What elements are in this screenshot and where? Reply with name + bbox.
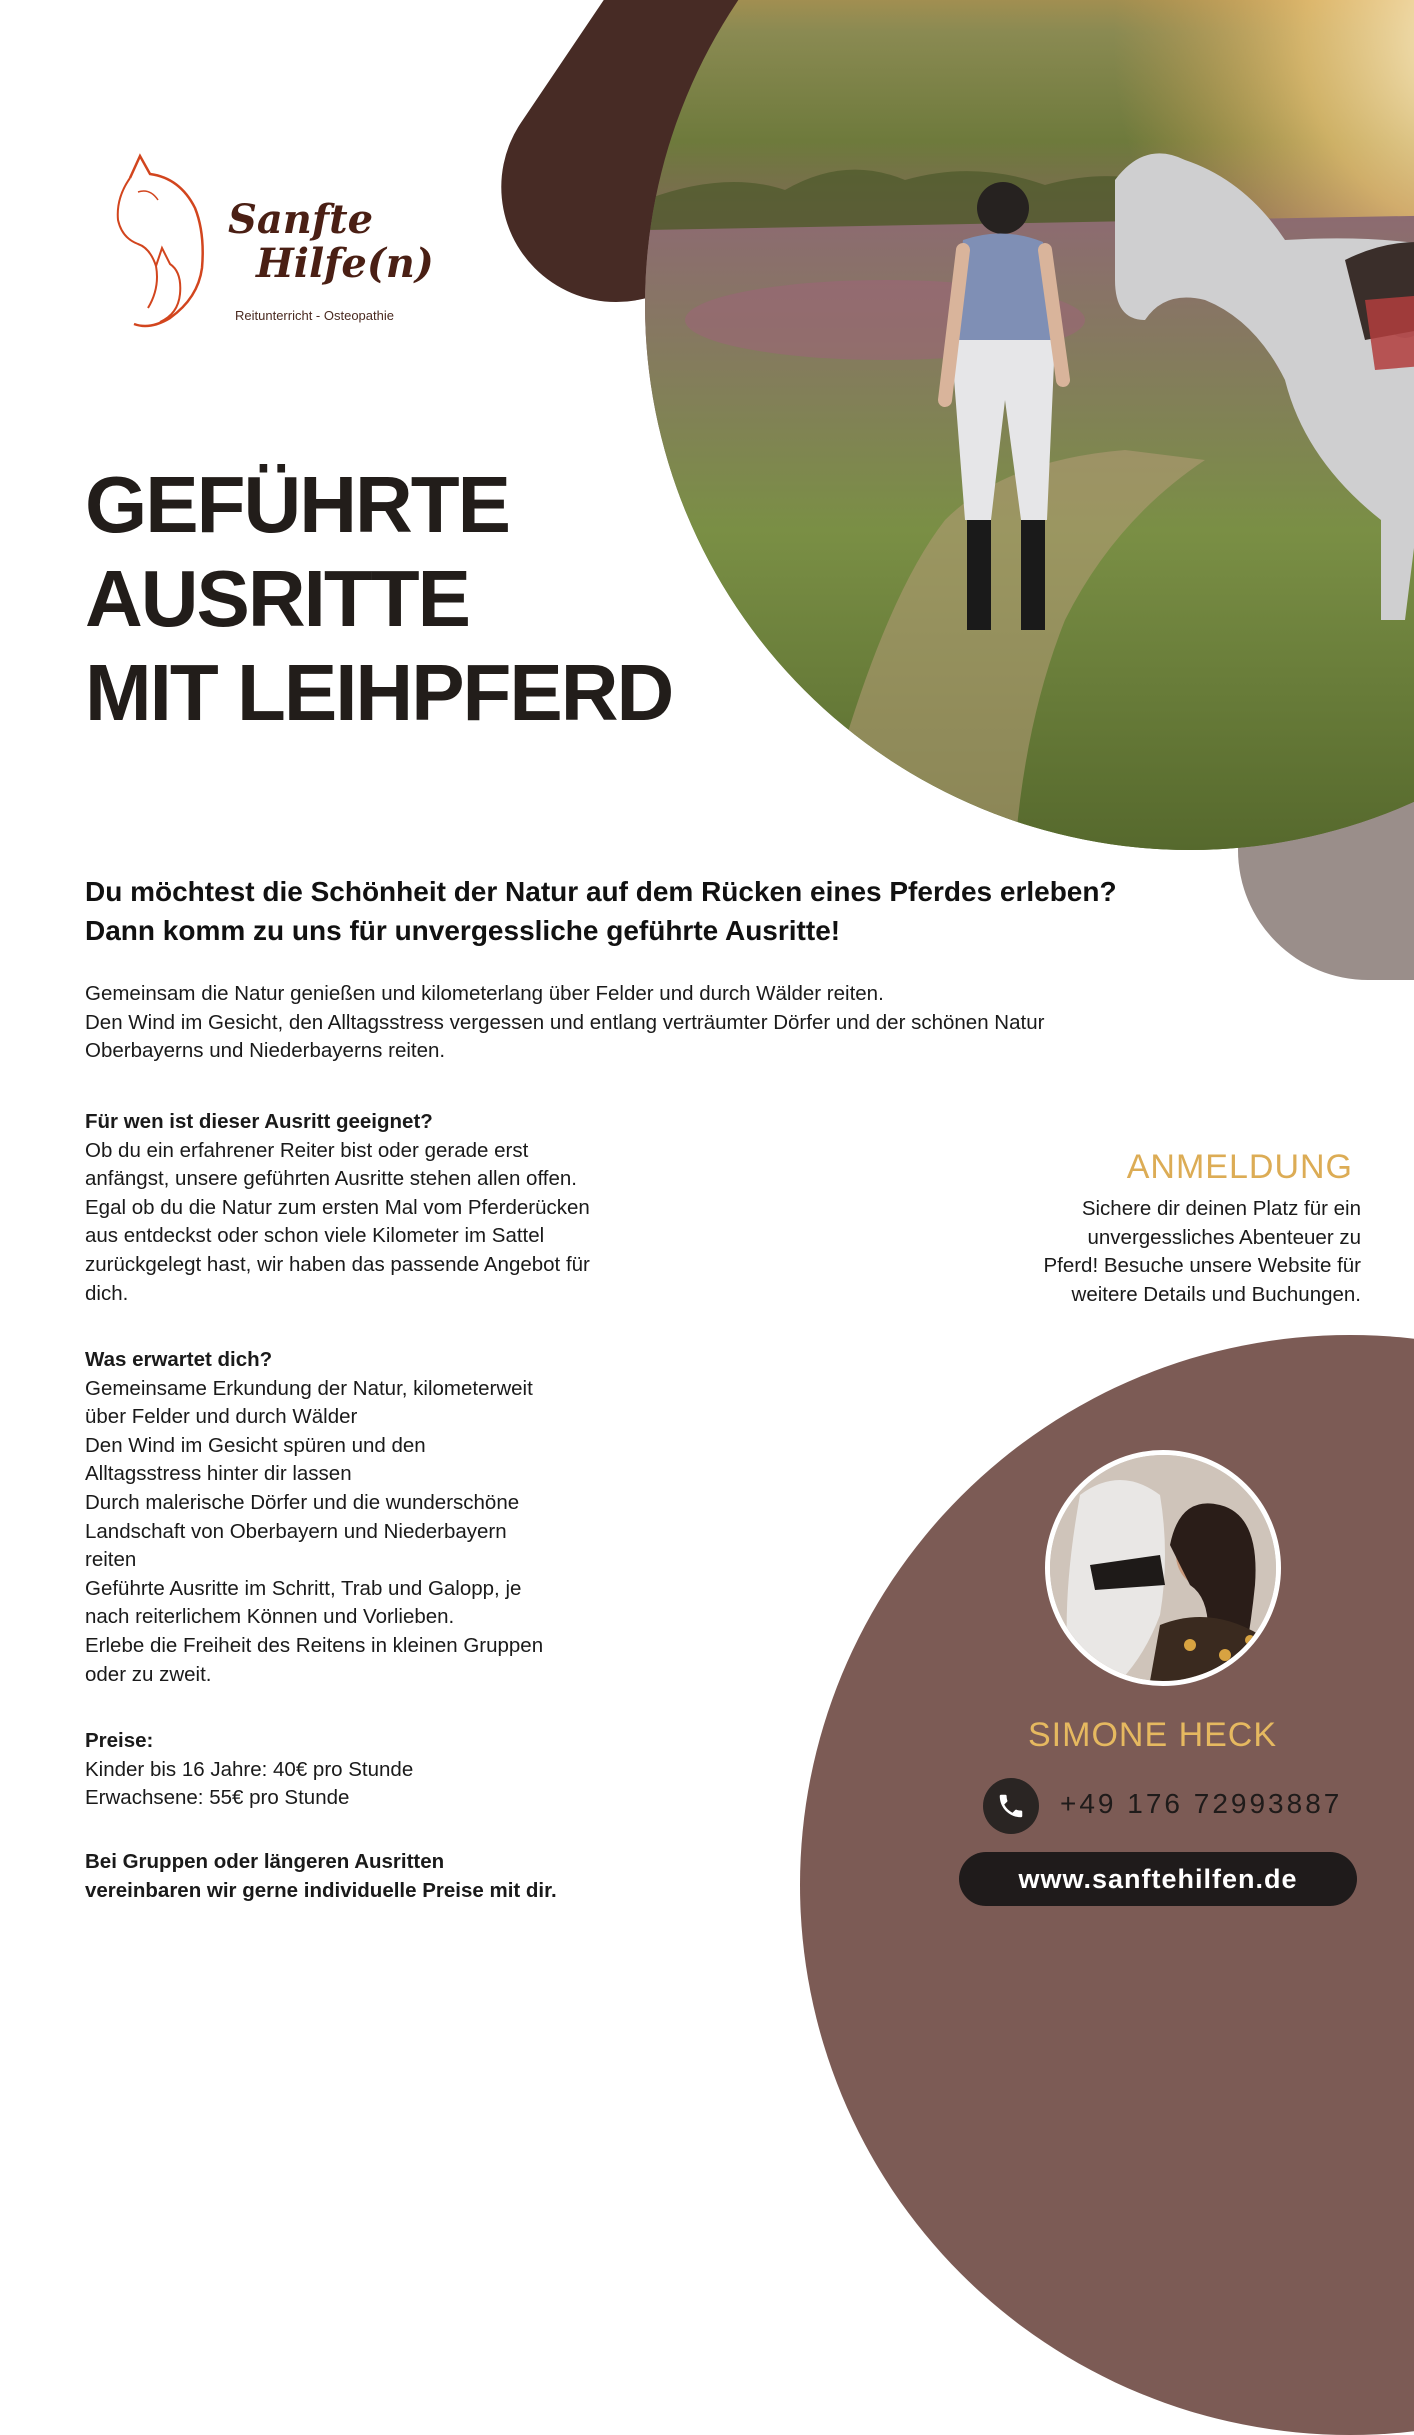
intro-text xyxy=(85,872,1285,950)
expectations-section xyxy=(85,1346,543,1689)
price-adults: Erwachsene: 55€ pro Stunde xyxy=(85,1786,350,1810)
audience-line: dich. xyxy=(85,1281,129,1305)
brand-name-line2: Hilfe(n) xyxy=(256,240,434,287)
audience-line: zurückgelegt hast, wir haben das passende Angebot für xyxy=(85,1252,590,1276)
audience-line: aus entdeckst oder schon viele Kilometer im Sattel xyxy=(85,1224,545,1248)
title-line2: AUSRITTE xyxy=(85,554,469,643)
page-title xyxy=(85,458,672,740)
expectations-line: Durch malerische Dörfer und die wunderschöne xyxy=(85,1490,520,1514)
audience-section xyxy=(85,1108,590,1308)
prices-title: Preise: xyxy=(85,1729,154,1752)
brand-name-line1: Sanfte xyxy=(228,196,374,243)
brand-logo xyxy=(110,148,434,338)
intro-line2: Dann komm zu uns für unvergessliche geführte Ausritte! xyxy=(85,915,841,946)
audience-line: Egal ob du die Natur zum ersten Mal vom Pferderücken xyxy=(85,1195,590,1219)
expectations-title: Was erwartet dich? xyxy=(85,1348,273,1371)
groups-note xyxy=(85,1848,557,1905)
website-link-button[interactable]: www.sanftehilfen.de xyxy=(959,1852,1357,1906)
registration-line: unvergessliches Abenteuer zu xyxy=(1087,1225,1361,1249)
expectations-line: nach reiterlichem Können und Vorlieben. xyxy=(85,1605,455,1629)
description-paragraph xyxy=(85,980,1044,1066)
groups-note-line1: Bei Gruppen oder längeren Ausritten xyxy=(85,1850,445,1873)
horse-cat-logo-icon xyxy=(110,148,240,338)
audience-line: anfängst, unsere geführten Ausritte stehen allen offen. xyxy=(85,1167,577,1191)
intro-line1: Du möchtest die Schönheit der Natur auf dem Rücken eines Pferdes erleben? xyxy=(85,876,1117,907)
registration-line: Sichere dir deinen Platz für ein xyxy=(1081,1197,1361,1220)
phone-icon[interactable] xyxy=(983,1778,1039,1834)
expectations-line: Alltagsstress hinter dir lassen xyxy=(85,1462,352,1486)
expectations-line: über Felder und durch Wälder xyxy=(85,1405,358,1429)
description-line: Gemeinsam die Natur genießen und kilometerlang über Felder und durch Wälder reiten. xyxy=(85,982,884,1005)
registration-line: weitere Details und Buchungen. xyxy=(1071,1282,1361,1306)
groups-note-line2: vereinbaren wir gerne individuelle Preise mit dir. xyxy=(85,1878,557,1902)
title-line3: MIT LEIHPFERD xyxy=(85,648,673,737)
registration-line: Pferd! Besuche unsere Website für xyxy=(1043,1254,1361,1278)
expectations-line: Gemeinsame Erkundung der Natur, kilometerweit xyxy=(85,1376,533,1400)
expectations-line: Erlebe die Freiheit des Reitens in kleinen Gruppen xyxy=(85,1633,544,1657)
expectations-line: reiten xyxy=(85,1548,137,1572)
expectations-line: Geführte Ausritte im Schritt, Trab und Galopp, je xyxy=(85,1576,522,1600)
expectations-line: Den Wind im Gesicht spüren und den xyxy=(85,1433,426,1457)
description-line: Oberbayerns und Niederbayerns reiten. xyxy=(85,1039,446,1063)
audience-line: Ob du ein erfahrener Reiter bist oder gerade erst xyxy=(85,1138,529,1162)
phone-number[interactable]: +49 176 72993887 xyxy=(1060,1788,1343,1819)
brand-tagline: Reitunterricht - Osteopathie xyxy=(235,308,394,323)
expectations-line: oder zu zweit. xyxy=(85,1662,212,1686)
description-line: Den Wind im Gesicht, den Alltagsstress vergessen und entlang verträumter Dörfer und der schönen Natur xyxy=(85,1010,1045,1034)
contact-avatar xyxy=(1045,1450,1281,1686)
registration-title: ANMELDUNG xyxy=(1126,1148,1353,1186)
prices-section xyxy=(85,1727,413,1813)
audience-title: Für wen ist dieser Ausritt geeignet? xyxy=(85,1110,433,1133)
expectations-line: Landschaft von Oberbayern und Niederbayern xyxy=(85,1519,507,1543)
registration-section xyxy=(1043,1148,1361,1309)
contact-name: SIMONE HECK xyxy=(1028,1716,1278,1754)
title-line1: GEFÜHRTE xyxy=(85,460,509,549)
price-children: Kinder bis 16 Jahre: 40€ pro Stunde xyxy=(85,1757,414,1781)
hero-photo xyxy=(645,0,1414,850)
